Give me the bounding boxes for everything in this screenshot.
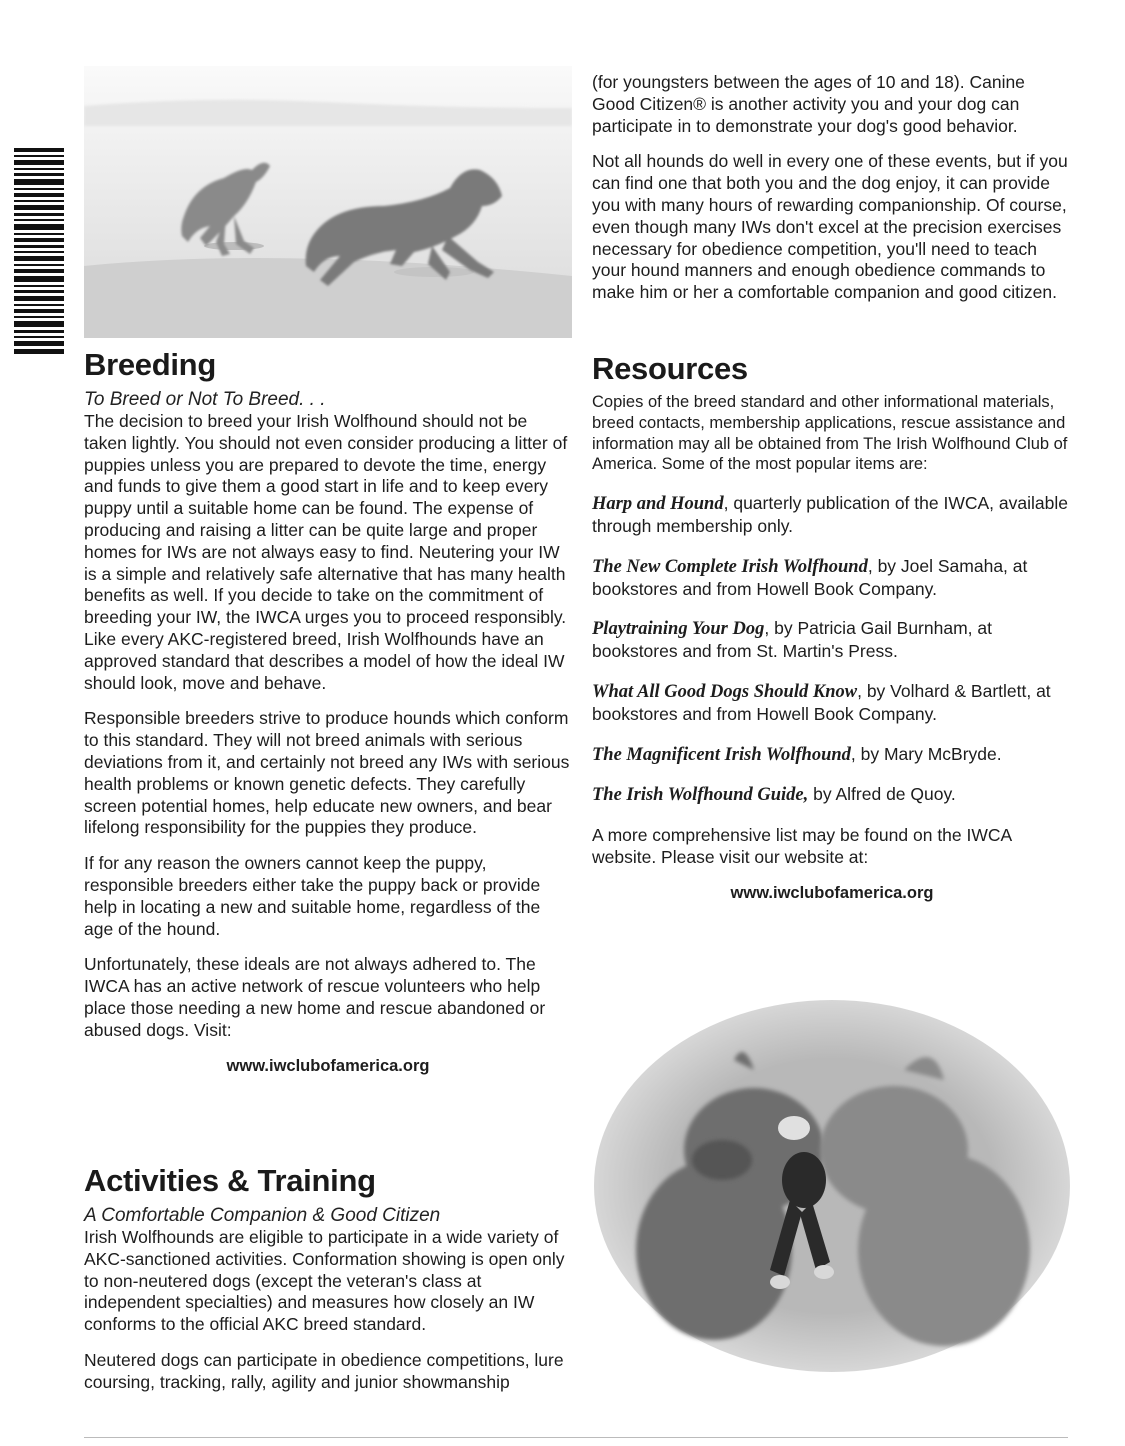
resource-item [592,784,1072,807]
resource-title: The Magnificent Irish Wolfhound [592,744,851,765]
resource-title: The New Complete Irish Wolfhound [592,556,868,577]
resource-details: by Alfred de Quoy. [808,784,956,805]
activities-paragraph: Neutered dogs can participate in obedience competitions, lure coursing, tracking, rally, agility and junior showmanship [84,1349,564,1392]
intro-continued-text: (for youngsters between the ages of 10 and 18). Canine Good Citizen® is another activity you and your dog can participate in to demonstrate your dog's good behavior. [592,72,1025,136]
resource-item [592,681,1072,726]
activities-section [84,1164,572,1394]
right-column-intro [592,72,1072,304]
resource-title: Playtraining Your Dog [592,619,765,640]
resources-outro: A more comprehensive list may be found on the IWCA website. Please visit our website at: [592,825,1012,867]
breeding-paragraph: If for any reason the owners cannot keep the puppy, responsible breeders either take the puppy back or provide help in locating a new and suitable home, regardless of the age of the hound. [84,853,541,939]
resource-title: The Irish Wolfhound Guide, [592,785,809,806]
breeding-paragraph: Unfortunately, these ideals are not always adhered to. The IWCA has an active network of rescue volunteers who help place those needing a new home and rescue abandoned or abused dogs. Visit: [84,954,546,1040]
resource-item [592,618,1072,663]
activities-heading: Activities & Training [84,1163,376,1198]
barcode [14,148,64,354]
resources-heading: Resources [592,351,748,386]
resource-item [592,556,1072,601]
resource-details: , by Volhard & Bartlett, at bookstores and from Howell Book Company. [592,680,1051,724]
resources-intro: Copies of the breed standard and other informational materials, breed contacts, membership applications, rescue assistance and information may all be obtained from The Irish Wolfhound Club of America. Some of the most popular items are: [592,393,1068,474]
breeding-website-link[interactable]: www.iwclubofamerica.org [226,1056,430,1075]
activities-subheading: A Comfortable Companion & Good Citizen [84,1205,441,1226]
breeding-section [84,348,572,1077]
resources-website-link[interactable]: www.iwclubofamerica.org [730,883,934,902]
running-wolfhounds-photo [84,66,572,338]
resource-item [592,744,1072,767]
activities-paragraph: Irish Wolfhounds are eligible to participate in a wide variety of AKC-sanctioned activities. Conformation showing is open only to non-neutered dogs (except the veteran's class at independent specialties) and measures how closely an IW conforms to the official AKC breed standard. [84,1227,565,1335]
breeding-paragraph: The decision to breed your Irish Wolfhound should not be taken lightly. You should not even consider producing a litter of puppies unless you are prepared to devote the time, energy and funds to give them a good start in life and to keep every puppy until a suitable home can be found. The expense of producing and raising a litter can be quite large and proper homes for IWs are not always easy to find. Neutering your IW is a simple and relatively safe alternative that has many health benefits as well. If you decide to take on the commitment of breeding your IW, the IWCA urges you to proceed responsibly. Like every AKC-registered breed, Irish Wolfhounds have an approved standard that describes a model of how the ideal IW should look, move and behave. [84,411,568,693]
resource-details: , by Mary McBryde. [850,743,1002,764]
bottom-rule [84,1437,1068,1438]
resource-details: , quarterly publication of the IWCA, available through membership only. [592,493,1068,536]
resource-item [592,493,1072,538]
breeding-subheading: To Breed or Not To Breed. . . [84,389,326,410]
breeding-heading: Breeding [84,347,216,382]
resource-details: , by Joel Samaha, at bookstores and from Howell Book Company. [592,555,1028,599]
resource-details: , by Patricia Gail Burnham, at bookstores and from St. Martin's Press. [592,618,992,662]
puppies-with-toy-photo [594,1000,1070,1372]
breeding-paragraph: Responsible breeders strive to produce hounds which conform to this standard. They will not breed animals with serious deviations from it, and certainly not breed any IWs with serious health problems or known genetic defects. They carefully screen potential homes, help educate new owners, and bear lifelong responsibility for the puppies they produce. [84,708,570,838]
resource-title: What All Good Dogs Should Know [592,681,858,702]
resources-section [592,352,1072,905]
events-paragraph: Not all hounds do well in every one of these events, but if you can find one that both you and the dog enjoy, it can provide you with many hours of rewarding companionship. Of course, even though many IWs don't excel at the precision exercises necessary for obedience competition, you'll need to teach your hound manners and enough obedience commands to make him or her a comfortable companion and good citizen. [592,151,1068,303]
resource-title: Harp and Hound [592,494,724,515]
